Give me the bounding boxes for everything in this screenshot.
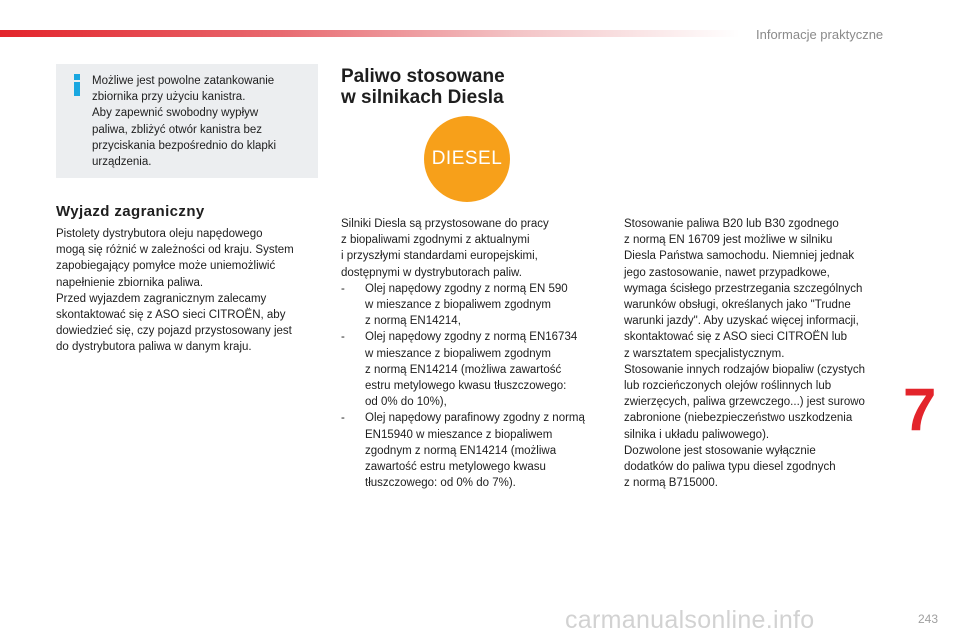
fuel-standards-list bbox=[341, 281, 613, 492]
page-number: 243 bbox=[917, 612, 938, 626]
info-icon bbox=[70, 74, 84, 96]
list-dash: - bbox=[341, 331, 345, 344]
list-item-text: Olej napędowy parafinowy zgodny z normą EN15940 w mieszance z biopaliwem zgodnym z normą EN14214 (możliwa zawartość estru metylowego kwasu tłuszczowego: od 0% do 7%). bbox=[365, 412, 585, 490]
abroad-paragraph: Przed wyjazdem zagranicznym zalecamy skontaktować się z ASO sieci CITROËN, aby dowiedzieć się, czy pojazd przystosowany jest do dystrybutora paliwa w danym kraju. bbox=[56, 292, 292, 354]
chapter-number: 7 bbox=[903, 376, 937, 443]
biofuel-notes-column bbox=[624, 216, 894, 491]
heading-diesel-fuel: Paliwo stosowane w silnikach Diesla bbox=[341, 66, 505, 108]
diesel-intro: Silniki Diesla są przystosowane do pracy z biopaliwami zgodnymi z aktualnymi i przyszłymi standardami europejskimi, dostępnymi w dystrybutorach paliw. bbox=[341, 218, 549, 279]
biofuel-paragraph: Stosowanie paliwa B20 lub B30 zgodnego z normą EN 16709 jest możliwe w silniku Diesla Państwa samochodu. Niemniej jednak jego zastosowanie, nawet przypadkowe, wymaga ścisłego przestrzegania szczególnych warunków obsługi, określanych jako "Trudne warunki jazdy". Aby uzyskać więcej informacji, skontaktować się z ASO sieci CITROËN lub z warsztatem specjalistycznym. bbox=[624, 218, 863, 360]
diesel-badge bbox=[424, 116, 510, 202]
watermark-text: carmanualsonline.info bbox=[565, 606, 815, 634]
biofuel-paragraph: Dozwolone jest stosowanie wyłącznie dodatków do paliwa typu diesel zgodnych z normą B715000. bbox=[624, 444, 836, 490]
header-accent-bar bbox=[0, 30, 740, 37]
heading-abroad: Wyjazd zagraniczny bbox=[56, 203, 205, 220]
abroad-paragraph: Pistolety dystrybutora oleju napędowego mogą się różnić w zależności od kraju. System zapobiegający pomyłce może uniemożliwić napełnienie zbiornika paliwa. bbox=[56, 228, 294, 289]
info-text bbox=[92, 73, 312, 170]
list-item bbox=[341, 410, 613, 491]
list-dash: - bbox=[341, 412, 345, 425]
list-dash: - bbox=[341, 282, 345, 295]
biofuel-paragraph: Stosowanie innych rodzajów biopaliw (czystych lub rozcieńczonych olejów roślinnych lub zwierzęcych, paliwa grzewczego...) jest surowo zabronione (niebezpieczeństwo uszkodzenia silnika i układu paliwowego). bbox=[624, 363, 865, 441]
list-item bbox=[341, 281, 613, 330]
diesel-badge-label: DIESEL bbox=[431, 148, 503, 169]
diesel-fuel-column bbox=[341, 216, 613, 491]
info-paragraph: Możliwe jest powolne zatankowanie zbiornika przy użyciu kanistra. Aby zapewnić swobodny wypływ paliwa, zbliżyć otwór kanistra bez przyciskania bezpośrednio do klapki urządzenia. bbox=[92, 75, 277, 169]
list-item-text: Olej napędowy zgodny z normą EN16734 w mieszance z biopaliwem zgodnym z normą EN14214 (możliwa zawartość estru metylowego kwasu tłuszczowego: od 0% do 10%), bbox=[365, 331, 578, 409]
info-box bbox=[56, 64, 318, 178]
list-item bbox=[341, 329, 613, 410]
list-item-text: Olej napędowy zgodny z normą EN 590 w mieszance z biopaliwem zgodnym z normą EN14214, bbox=[365, 282, 568, 328]
abroad-text bbox=[56, 226, 318, 356]
section-title: Informacje praktyczne bbox=[756, 27, 884, 42]
